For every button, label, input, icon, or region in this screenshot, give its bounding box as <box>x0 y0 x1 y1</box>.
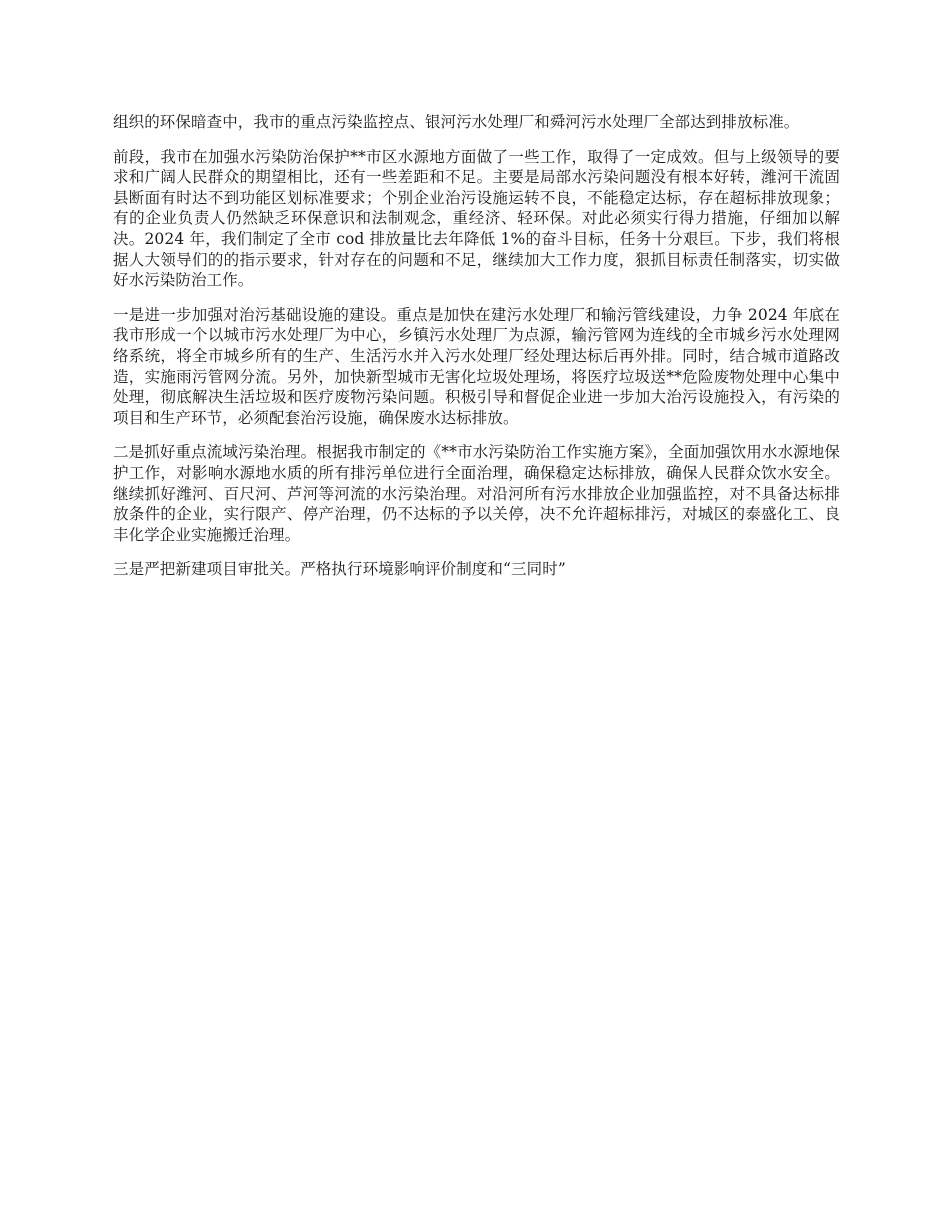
paragraph-4: 二是抓好重点流域污染治理。根据我市制定的《**市水污染防治工作实施方案》，全面加强饮用水水源地保护工作，对影响水源地水质的所有排污单位进行全面治理，确保稳定达标排放，确保人民群众饮水安全。继续抓好潍河、百尺河、芦河等河流的水污染治理。对沿河所有污水排放企业加强监控，对不具备达标排放条件的企业，实行限产、停产治理，仍不达标的予以关停，决不允许超标排污，对城区的泰盛化工、良丰化学企业实施搬迁治理。 <box>113 443 840 544</box>
document-page <box>113 112 840 594</box>
paragraph-5: 三是严把新建项目审批关。严格执行环境影响评价制度和“三同时” <box>113 560 566 579</box>
paragraph-1: 组织的环保暗查中，我市的重点污染监控点、银河污水处理厂和舜河污水处理厂全部达到排放标准。 <box>113 113 800 131</box>
paragraph-3: 一是进一步加强对治污基础设施的建设。重点是加快在建污水处理厂和输污管线建设，力争 2024 年底在我市形成一个以城市污水处理厂为中心，乡镇污水处理厂为点源，输污管网为连线的全市城乡污水处理网络系统，将全市城乡所有的生产、生活污水并入污水处理厂经处理达标后再外排。同时，结合城市道路改造，实施雨污管网分流。另外，加快新型城市无害化垃圾处理场，将医疗垃圾送**危险废物处理中心集中处理，彻底解决生活垃圾和医疗废物污染问题。积极引导和督促企业进一步加大治污设施投入，有污染的项目和生产环节，必须配套治污设施，确保废水达标排放。 <box>113 305 840 427</box>
paragraph-2: 前段，我市在加强水污染防治保护**市区水源地方面做了一些工作，取得了一定成效。但与上级领导的要求和广阔人民群众的期望相比，还有一些差距和不足。主要是局部水污染问题没有根本好转，潍河干流固县断面有时达不到功能区划标准要求；个别企业治污设施运转不良，不能稳定达标，存在超标排放现象；有的企业负责人仍然缺乏环保意识和法制观念，重经济、轻环保。对此必须实行得力措施，仔细加以解决。2024 年，我们制定了全市 cod 排放量比去年降低 1%的奋斗目标，任务十分艰巨。下步，我们将根据人大领导们的的指示要求，针对存在的问题和不足，继续加大工作力度，狠抓目标责任制落实，切实做好水污染防治工作。 <box>113 147 840 290</box>
